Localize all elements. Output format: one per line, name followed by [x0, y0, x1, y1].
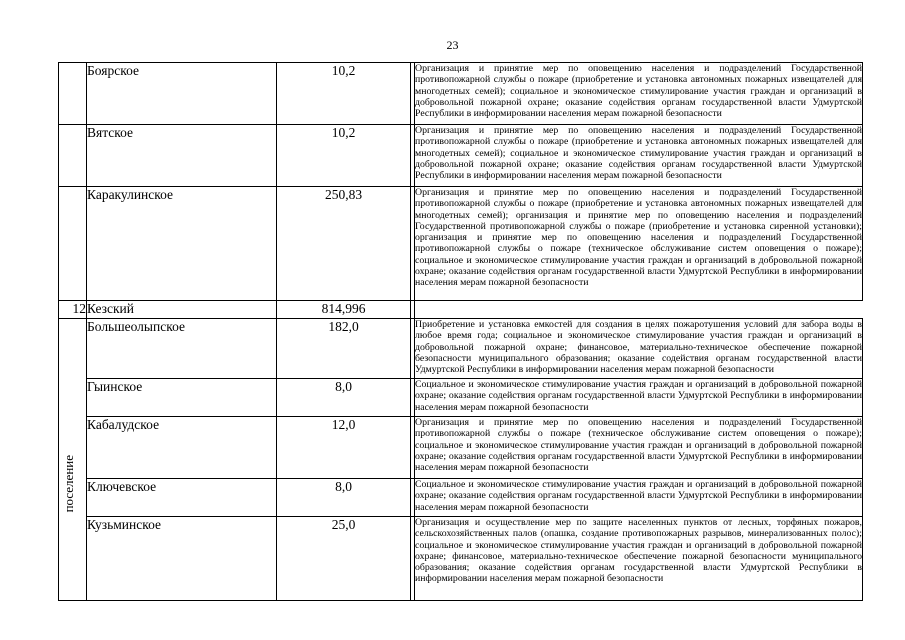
settlement-name: Боярское	[87, 63, 277, 125]
budget-table	[58, 62, 863, 601]
settlement-name: Гыинское	[87, 379, 277, 417]
settlement-name: Кузьминское	[87, 517, 277, 601]
number-cell	[59, 125, 87, 187]
district-row	[59, 301, 863, 319]
settlement-amount: 182,0	[277, 319, 411, 379]
table-row	[59, 417, 863, 479]
settlement-name: Ключевское	[87, 479, 277, 517]
settlement-description: Приобретение и установка емкостей для создания в целях пожаротушения условий для забора воды в любое время года; социальное и экономическое стимулирование участия граждан и организаций в добровольной пожарной охране; финансовое, материально-техническое обеспечение пожарной безопасности муниципального образования; оказание содействия органам государственной власти Удмуртской Республики в информировании населения мерам пожарной безопасности	[415, 319, 863, 379]
settlement-amount: 8,0	[277, 479, 411, 517]
settlement-amount: 12,0	[277, 417, 411, 479]
settlement-amount: 250,83	[277, 187, 411, 301]
settlement-name: Большеолыпское	[87, 319, 277, 379]
settlement-amount: 8,0	[277, 379, 411, 417]
settlement-description: Социальное и экономическое стимулирование участия граждан и организаций в добровольной пожарной охране; оказание содействия органам государственной власти Удмуртской Республики в информировании населения мерам пожарной безопасности	[415, 379, 863, 417]
settlement-description: Организация и принятие мер по оповещению населения и подразделений Государственной противопожарной службы о пожаре (приобретение и установка автономных пожарных извещателей для многодетных семей); социальное и экономическое стимулирование участия граждан и организаций в добровольной пожарной охране; оказание содействия органам государственной власти Удмуртской Республики в информировании населения мерам пожарной безопасности	[415, 125, 863, 187]
table-row	[59, 517, 863, 601]
settlement-description: Организация и принятие мер по оповещению населения и подразделений Государственной противопожарной службы о пожаре (приобретение и установка автономных пожарных извещателей для многодетных семей); социальное и экономическое стимулирование участия граждан и организаций в добровольной пожарной охране; оказание содействия органам государственной власти Удмуртской Республики в информировании населения мерам пожарной безопасности	[415, 63, 863, 125]
district-name: Кезский	[87, 301, 277, 319]
table-row	[59, 125, 863, 187]
settlement-description: Организация и принятие мер по оповещению населения и подразделений Государственной противопожарной службы о пожаре (техническое обслуживание систем оповещения о пожаре); социальное и экономическое стимулирование участия граждан и организаций в добровольной пожарной охране; оказание содействия органам государственной власти Удмуртской Республики в информировании населения мерам пожарной безопасности	[415, 417, 863, 479]
table-row	[59, 479, 863, 517]
settlement-description: Организация и осуществление мер по защите населенных пунктов от лесных, торфяных пожаров, сельскохозяйственных палов (опашка, создание противопожарных разрывов, минерализованных полос); социальное и экономическое стимулирование участия граждан и организаций в добровольной пожарной охране; финансовое, материально-техническое обеспечение пожарной безопасности муниципального образования; оказание содействия органам государственной власти Удмуртской Республики в информировании населения мерам пожарной безопасности	[415, 517, 863, 601]
district-amount: 814,996	[277, 301, 411, 319]
table-row	[59, 63, 863, 125]
number-cell	[59, 187, 87, 301]
settlement-amount: 10,2	[277, 125, 411, 187]
page-number: 23	[446, 38, 459, 52]
settlement-amount: 10,2	[277, 63, 411, 125]
settlement-description: Организация и принятие мер по оповещению населения и подразделений Государственной противопожарной службы о пожаре (приобретение и установка автономных пожарных извещателей для многодетных семей); организация и принятие мер по оповещению населения и подразделений Государственной противопожарной службы о пожаре (приобретение и установка сиренной установки); организация и принятие мер по оповещению населения и подразделений Государственной противопожарной службы о пожаре (техническое обслуживание систем оповещения о пожаре); социальное и экономическое стимулирование участия граждан и организаций в добровольной пожарной охране; оказание содействия органам государственной власти Удмуртской Республики в информировании населения мерам пожарной безопасности	[415, 187, 863, 301]
district-description	[415, 301, 863, 319]
table-row	[59, 319, 863, 379]
settlement-type-cell	[59, 319, 87, 601]
settlement-type-label: поселение	[61, 454, 76, 512]
district-number: 12	[59, 301, 87, 319]
settlement-name: Вятское	[87, 125, 277, 187]
settlement-name: Кабалудское	[87, 417, 277, 479]
settlement-description: Социальное и экономическое стимулирование участия граждан и организаций в добровольной пожарной охране; оказание содействия органам государственной власти Удмуртской Республики в информировании населения мерам пожарной безопасности	[415, 479, 863, 517]
settlement-name: Каракулинское	[87, 187, 277, 301]
table-row	[59, 379, 863, 417]
settlement-amount: 25,0	[277, 517, 411, 601]
number-cell	[59, 63, 87, 125]
table-row	[59, 187, 863, 301]
